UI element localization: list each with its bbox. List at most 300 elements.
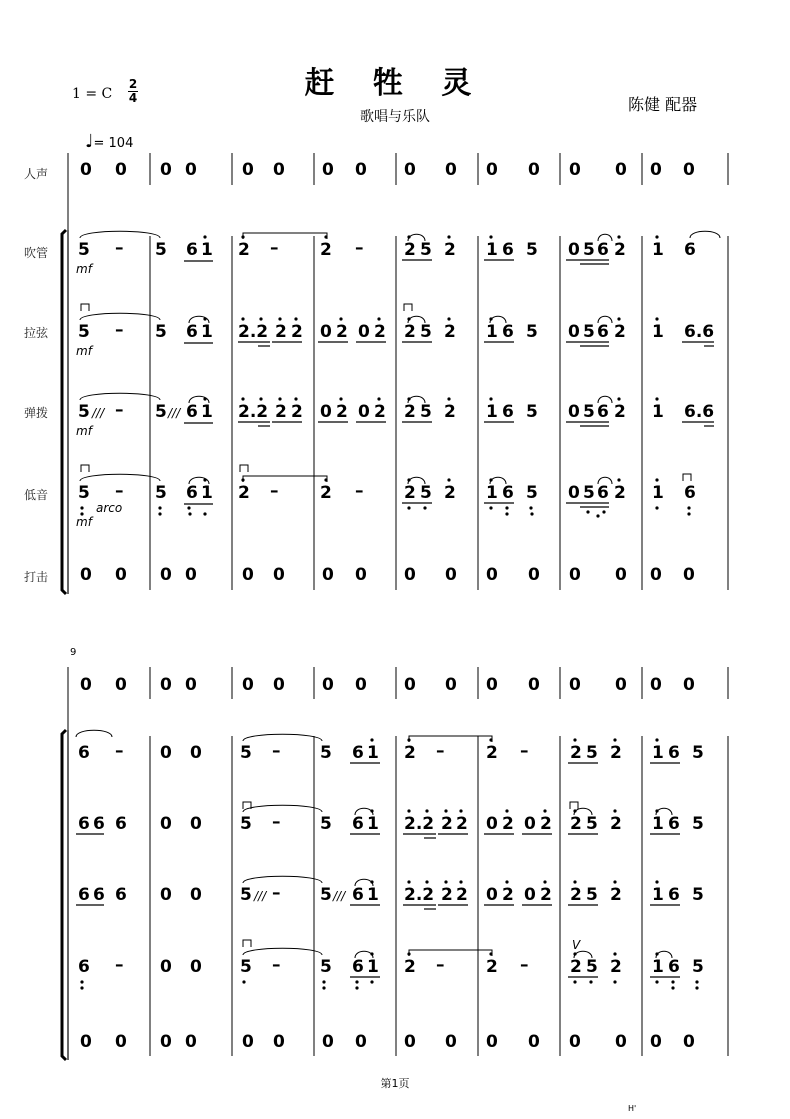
octave-dot: [573, 738, 576, 741]
note-2: 2: [610, 957, 622, 977]
note-5: 5: [583, 240, 595, 260]
note-5: 5: [692, 957, 704, 977]
note-2: 2: [441, 814, 453, 834]
note-2: 2: [404, 240, 416, 260]
tremolo-mark: ///: [254, 889, 267, 903]
octave-dot-low: [695, 986, 698, 989]
octave-dot: [617, 478, 620, 481]
note-6-dotted: 6.6: [684, 322, 715, 342]
rest-zero: 0: [160, 814, 172, 834]
note-5: 5: [155, 322, 167, 342]
note-dash: –: [115, 481, 124, 501]
note-1: 1: [486, 402, 498, 422]
note-5: 5: [586, 743, 598, 763]
rest-zero: 0: [190, 885, 202, 905]
octave-dot: [613, 738, 616, 741]
note-2: 2: [444, 322, 456, 342]
dynamic-mf: mf: [76, 515, 92, 529]
note-1: 1: [367, 814, 379, 834]
note-2: 2: [404, 957, 416, 977]
note-2: 2: [374, 322, 386, 342]
note-6: 6: [186, 402, 198, 422]
note-dash: –: [520, 955, 529, 975]
note-2: 2: [336, 402, 348, 422]
rest-zero: 0: [615, 565, 627, 585]
octave-dot-low: [613, 980, 616, 983]
octave-dot-low: [370, 980, 373, 983]
measure-number: 9: [70, 647, 77, 658]
rest-zero: 0: [190, 743, 202, 763]
rest-zero: 0: [242, 160, 254, 180]
note-dash: –: [272, 955, 281, 975]
note-dash: –: [115, 400, 124, 420]
note-2: 2: [275, 402, 287, 422]
note-5: 5: [586, 814, 598, 834]
rest-zero: 0: [242, 675, 254, 695]
note-2: 2: [404, 743, 416, 763]
page-number: 第1页: [380, 1077, 410, 1090]
octave-dot: [377, 317, 380, 320]
note-2: 2: [444, 402, 456, 422]
rest-zero: 0: [160, 957, 172, 977]
octave-dot: [459, 809, 462, 812]
note-6: 6: [78, 957, 90, 977]
octave-dot: [489, 738, 492, 741]
rest-zero: 0: [528, 565, 540, 585]
note-6: 6: [597, 240, 609, 260]
rest-zero: 0: [80, 675, 92, 695]
note-5: 5: [586, 957, 598, 977]
rest-zero: 0: [115, 675, 127, 695]
note-6: 6: [352, 814, 364, 834]
rest-zero: 0: [80, 565, 92, 585]
label-plucked: 弹拨: [24, 406, 49, 420]
octave-dot: [655, 880, 658, 883]
note-5: 5: [155, 483, 167, 503]
rest-zero: 0: [358, 322, 370, 342]
note-dash: –: [272, 883, 281, 903]
tremolo-mark: ///: [333, 889, 346, 903]
rest-zero: 0: [524, 885, 536, 905]
octave-dot-low: [695, 980, 698, 983]
rest-zero: 0: [190, 814, 202, 834]
rest-zero: 0: [486, 160, 498, 180]
octave-dot-low: [322, 980, 325, 983]
note-2-dotted: 2.2: [238, 322, 269, 342]
note-2: 2: [502, 885, 514, 905]
octave-dot-low: [80, 506, 83, 509]
octave-dot: [505, 880, 508, 883]
note-5: 5: [155, 240, 167, 260]
note-1: 1: [486, 240, 498, 260]
rest-zero: 0: [683, 160, 695, 180]
note-2: 2: [320, 483, 332, 503]
rest-zero: 0: [569, 565, 581, 585]
footer-mark: H': [628, 1104, 637, 1113]
note-1: 1: [652, 483, 664, 503]
note-2: 2: [614, 322, 626, 342]
dynamic-mf: mf: [76, 344, 92, 358]
note-2: 2: [275, 322, 287, 342]
octave-dot: [259, 397, 262, 400]
rest-zero: 0: [615, 675, 627, 695]
tremolo-mark: ///: [92, 406, 105, 420]
octave-dot-high: [203, 235, 206, 238]
down-bow-icon: [81, 304, 89, 311]
rest-zero: 0: [650, 160, 662, 180]
note-5: 5: [586, 885, 598, 905]
octave-dot: [655, 478, 658, 481]
rest-zero: 0: [486, 814, 498, 834]
note-6: 6: [502, 483, 514, 503]
tie-arc: [80, 393, 160, 400]
note-6: 6: [502, 402, 514, 422]
octave-dot-low: [80, 980, 83, 983]
octave-dot-low: [505, 512, 508, 515]
note-2: 2: [610, 885, 622, 905]
rest-zero: 0: [322, 160, 334, 180]
down-bow-icon: [404, 304, 412, 311]
octave-dot: [543, 809, 546, 812]
note-6: 6: [78, 743, 90, 763]
octave-dot: [617, 397, 620, 400]
note-2: 2: [570, 743, 582, 763]
note-5: 5: [78, 322, 90, 342]
octave-dot: [655, 397, 658, 400]
note-5: 5: [420, 322, 432, 342]
octave-dot-low: [423, 506, 426, 509]
note-5: 5: [240, 814, 252, 834]
tie-arc: [243, 734, 322, 741]
rest-zero: 0: [320, 402, 332, 422]
note-5: 5: [78, 483, 90, 503]
note-5: 5: [320, 743, 332, 763]
octave-dot: [241, 397, 244, 400]
octave-dot: [294, 317, 297, 320]
note-2: 2: [404, 402, 416, 422]
note-2: 2: [336, 322, 348, 342]
rest-zero: 0: [358, 402, 370, 422]
label-vocal: 人声: [24, 167, 49, 181]
octave-dot-low: [586, 510, 589, 513]
note-5: 5: [78, 402, 90, 422]
note-6: 6: [186, 322, 198, 342]
octave-dot: [447, 397, 450, 400]
note-5: 5: [526, 240, 538, 260]
octave-dot: [259, 317, 262, 320]
note-2: 2: [320, 240, 332, 260]
rest-zero: 0: [242, 1032, 254, 1052]
slur-bracket: [409, 950, 492, 956]
octave-dot: [543, 880, 546, 883]
octave-dot: [425, 809, 428, 812]
rest-zero: 0: [355, 160, 367, 180]
octave-dot: [489, 952, 492, 955]
note-1: 1: [652, 814, 664, 834]
note-5: 5: [583, 322, 595, 342]
note-2: 2: [486, 743, 498, 763]
rest-zero: 0: [160, 565, 172, 585]
label-wind: 吹管: [24, 246, 49, 260]
note-2: 2: [404, 483, 416, 503]
rest-zero: 0: [404, 1032, 416, 1052]
octave-dot: [324, 235, 327, 238]
octave-dot-low: [530, 512, 533, 515]
rest-zero: 0: [160, 885, 172, 905]
rest-zero: 0: [322, 675, 334, 695]
dynamic-mf: mf: [76, 262, 92, 276]
rest-zero: 0: [355, 675, 367, 695]
rest-zero: 0: [322, 1032, 334, 1052]
rest-zero: 0: [486, 565, 498, 585]
octave-dot-low: [188, 512, 191, 515]
note-5: 5: [320, 957, 332, 977]
octave-dot-low: [158, 512, 161, 515]
tie-arc: [80, 313, 160, 320]
note-6: 6: [684, 240, 696, 260]
rest-zero: 0: [650, 1032, 662, 1052]
octave-dot: [613, 952, 616, 955]
rest-zero: 0: [568, 322, 580, 342]
octave-dot: [447, 235, 450, 238]
note-6: 6: [668, 814, 680, 834]
rest-zero: 0: [115, 160, 127, 180]
note-1: 1: [652, 957, 664, 977]
rest-zero: 0: [569, 675, 581, 695]
rest-zero: 0: [568, 402, 580, 422]
note-dash: –: [355, 481, 364, 501]
note-6: 6: [352, 885, 364, 905]
octave-dot: [489, 397, 492, 400]
note-1: 1: [367, 743, 379, 763]
arranger-credit: 陈健 配器: [628, 95, 698, 114]
octave-dot: [444, 809, 447, 812]
tie-arc: [76, 730, 112, 737]
up-bow-icon: V: [572, 938, 581, 952]
note-6: 6: [78, 885, 90, 905]
tremolo-mark: ///: [168, 406, 181, 420]
note-2: 2: [291, 402, 303, 422]
octave-dot: [613, 809, 616, 812]
octave-dot-low: [407, 506, 410, 509]
rest-zero: 0: [528, 160, 540, 180]
octave-dot-low: [655, 506, 658, 509]
octave-dot: [407, 809, 410, 812]
octave-dot: [425, 880, 428, 883]
note-2: 2: [456, 814, 468, 834]
note-6: 6: [93, 885, 105, 905]
rest-zero: 0: [160, 160, 172, 180]
down-bow-icon: [243, 940, 251, 947]
rest-zero: 0: [185, 1032, 197, 1052]
note-2-dotted: 2.2: [238, 402, 269, 422]
note-5: 5: [240, 957, 252, 977]
note-dash: –: [115, 955, 124, 975]
note-1: 1: [486, 483, 498, 503]
note-5: 5: [240, 743, 252, 763]
note-dash: –: [115, 238, 124, 258]
octave-dot-low: [602, 510, 605, 513]
octave-dot: [655, 317, 658, 320]
label-strings: 拉弦: [24, 326, 49, 340]
rest-zero: 0: [404, 675, 416, 695]
note-1: 1: [201, 240, 213, 260]
note-dash: –: [272, 741, 281, 761]
rest-zero: 0: [486, 1032, 498, 1052]
rest-zero: 0: [615, 1032, 627, 1052]
note-2: 2: [614, 240, 626, 260]
note-2-dotted: 2.2: [404, 814, 435, 834]
note-5: 5: [583, 483, 595, 503]
rest-zero: 0: [568, 240, 580, 260]
note-2: 2: [238, 483, 250, 503]
note-6: 6: [502, 240, 514, 260]
tie-arc: [80, 231, 160, 238]
rest-zero: 0: [185, 675, 197, 695]
rest-zero: 0: [185, 565, 197, 585]
label-bass: 低音: [24, 488, 49, 502]
note-6: 6: [115, 814, 127, 834]
note-2: 2: [614, 402, 626, 422]
note-1: 1: [201, 322, 213, 342]
note-1: 1: [201, 402, 213, 422]
octave-dot: [459, 880, 462, 883]
note-2-dotted: 2.2: [404, 885, 435, 905]
note-1: 1: [201, 483, 213, 503]
octave-dot-low: [687, 506, 690, 509]
rest-zero: 0: [524, 814, 536, 834]
rest-zero: 0: [115, 565, 127, 585]
rest-zero: 0: [273, 1032, 285, 1052]
octave-dot-low: [242, 980, 245, 983]
rest-zero: 0: [115, 1032, 127, 1052]
note-6: 6: [668, 957, 680, 977]
octave-dot-low: [671, 980, 674, 983]
rest-zero: 0: [445, 675, 457, 695]
note-1: 1: [652, 743, 664, 763]
rest-zero: 0: [355, 1032, 367, 1052]
rest-zero: 0: [486, 885, 498, 905]
note-dash: –: [272, 812, 281, 832]
rest-zero: 0: [683, 565, 695, 585]
octave-dot-low: [355, 980, 358, 983]
note-2: 2: [444, 483, 456, 503]
rest-zero: 0: [242, 565, 254, 585]
octave-dot: [324, 478, 327, 481]
note-6: 6: [597, 322, 609, 342]
note-2: 2: [404, 322, 416, 342]
note-dash: –: [115, 320, 124, 340]
rest-zero: 0: [445, 160, 457, 180]
note-dash: –: [436, 955, 445, 975]
octave-dot: [407, 880, 410, 883]
note-2: 2: [441, 885, 453, 905]
rest-zero: 0: [273, 675, 285, 695]
octave-dot: [339, 397, 342, 400]
slur-bracket: [409, 736, 492, 742]
note-6: 6: [186, 483, 198, 503]
octave-dot: [294, 397, 297, 400]
tie-arc: [243, 876, 322, 883]
time-signature-bottom: 4: [128, 91, 138, 105]
octave-dot-low: [489, 506, 492, 509]
down-bow-icon: [81, 465, 89, 472]
octave-dot-low: [158, 506, 161, 509]
note-dash: –: [436, 741, 445, 761]
rest-zero: 0: [568, 483, 580, 503]
note-6: 6: [186, 240, 198, 260]
octave-dot: [339, 317, 342, 320]
note-6: 6: [78, 814, 90, 834]
octave-dot-low: [573, 980, 576, 983]
key-signature: 1 = C: [72, 86, 113, 102]
octave-dot: [489, 235, 492, 238]
note-5: 5: [692, 885, 704, 905]
octave-dot: [447, 478, 450, 481]
tie-arc: [243, 948, 322, 955]
note-5: 5: [155, 402, 167, 422]
instrument-bracket: [62, 730, 66, 1060]
note-6: 6: [115, 885, 127, 905]
note-6: 6: [502, 322, 514, 342]
note-2: 2: [502, 814, 514, 834]
note-2: 2: [540, 814, 552, 834]
octave-dot: [617, 317, 620, 320]
note-5: 5: [526, 402, 538, 422]
note-6: 6: [597, 483, 609, 503]
tempo-value: = 104: [93, 136, 134, 151]
page-title: 赶 牲 灵: [304, 66, 486, 101]
tie-arc: [243, 805, 322, 812]
note-5: 5: [240, 885, 252, 905]
octave-dot: [613, 880, 616, 883]
instrument-bracket: [62, 230, 66, 594]
note-2: 2: [540, 885, 552, 905]
note-5: 5: [526, 322, 538, 342]
note-5: 5: [420, 240, 432, 260]
rest-zero: 0: [160, 675, 172, 695]
note-2: 2: [570, 814, 582, 834]
rest-zero: 0: [160, 743, 172, 763]
octave-dot: [370, 738, 373, 741]
note-6: 6: [668, 885, 680, 905]
note-dash: –: [355, 238, 364, 258]
octave-dot: [655, 235, 658, 238]
quarter-note-icon: ♩: [85, 131, 94, 152]
note-5: 5: [320, 814, 332, 834]
octave-dot: [447, 317, 450, 320]
octave-dot-low: [203, 512, 206, 515]
rest-zero: 0: [650, 565, 662, 585]
note-1: 1: [367, 885, 379, 905]
octave-dot: [377, 397, 380, 400]
tie-arc: [690, 231, 720, 238]
page-subtitle: 歌唱与乐队: [360, 109, 430, 125]
down-bow-icon: [240, 465, 248, 472]
octave-dot: [278, 317, 281, 320]
note-dash: –: [115, 741, 124, 761]
rest-zero: 0: [404, 565, 416, 585]
note-6: 6: [352, 957, 364, 977]
note-2: 2: [570, 957, 582, 977]
rest-zero: 0: [185, 160, 197, 180]
tie-arc: [80, 474, 160, 481]
note-2: 2: [374, 402, 386, 422]
rest-zero: 0: [355, 565, 367, 585]
octave-dot: [655, 738, 658, 741]
note-5: 5: [692, 814, 704, 834]
octave-dot: [573, 880, 576, 883]
